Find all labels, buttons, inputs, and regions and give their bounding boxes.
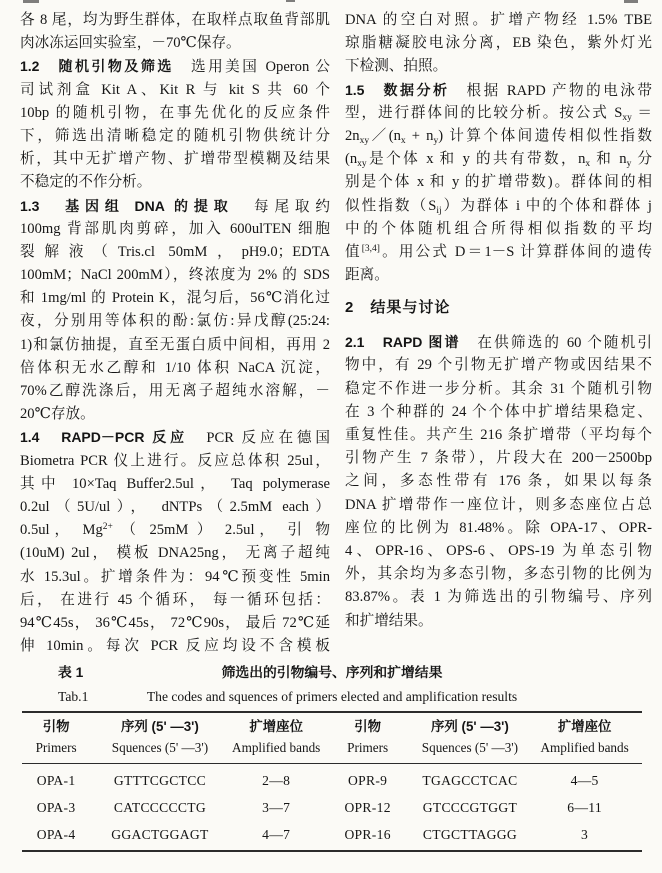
table-caption-zh	[22, 662, 642, 684]
text-line: 100mg 背部肌肉剪碎，加入 600ulTEN 细胞	[20, 220, 330, 237]
primer-sequence: GGACTGGAGT	[111, 827, 209, 842]
primer-sequence: GTTTCGCTCC	[113, 773, 206, 788]
section-heading-results: 2 结果与讨论	[345, 299, 451, 317]
text-line: 和扩增结果。	[345, 612, 433, 629]
text-line: 1.4 RAPD－PCR 反应 PCR 反应在德国	[20, 429, 330, 447]
text-line: 和 1mg/ml 的 Protein K，混匀后，56℃消化过	[20, 290, 330, 307]
text-line: 座位的比例为 81.48%。除 OPA-17、OPR-	[345, 519, 652, 536]
primer-sequence: CATCCCCCTG	[113, 800, 206, 815]
amplified-bands: 3—7	[262, 800, 291, 815]
text-line: 肉冰冻运回实验室，－70℃保存。	[20, 35, 241, 52]
table-1	[22, 662, 642, 852]
text-line: 重复性佳。共产生 216 条扩增带（平均每个	[345, 427, 652, 443]
primer-sequence: CTGCTTAGGG	[422, 827, 517, 842]
text-line: $2n_{xy}/(n_x + n_y)$ 计算个体间遗传相似性指数	[345, 127, 652, 146]
text-line: 2.1 RAPD 图谱 在供筛选的 60 个随机引	[345, 334, 652, 352]
table-label-zh: 表 1	[58, 665, 84, 680]
table-header-en	[22, 737, 642, 761]
column-header: Primers	[347, 740, 389, 755]
table-header-zh	[22, 713, 642, 737]
text-line: 在 3 个种群的 24 个个体中扩增结果稳定、	[345, 403, 652, 420]
text-line: 后， 在进行 45 个循环， 每一循环包括：	[20, 591, 330, 608]
text-line: 外，其余均为多态引物，多态引物的比例为	[345, 566, 652, 583]
column-header: Amplified bands	[232, 740, 321, 755]
text-line: 1.2 随机引物及筛选 选用美国 Operon 公	[20, 58, 330, 76]
text-line: 83.87%。表 1 为筛选出的引物编号、序列	[345, 589, 652, 606]
primer-code: OPR-12	[344, 800, 391, 815]
text-line: 10bp 的随机引物，在事先优化的反应条件	[20, 104, 330, 121]
text-line: DNA 扩增带作一座位计，则多态座位占总	[345, 496, 652, 513]
table-title-zh: 筛选出的引物编号、序列和扩增结果	[221, 665, 443, 680]
text-line: DNA 的空白对照。扩增产物经 1.5% TBE	[345, 12, 652, 28]
column-header: 扩增座位	[249, 719, 303, 734]
text-line: 型，进行群体间的比较分析。按公式 $S_{xy}$ ＝	[345, 104, 652, 123]
amplified-bands: 4—5	[570, 773, 599, 788]
scan-artifact	[286, 0, 295, 2]
text-line: 20℃存放。	[20, 406, 95, 423]
amplified-bands: 3	[581, 827, 589, 842]
column-header: 扩增座位	[557, 719, 612, 734]
amplified-bands: 6—11	[567, 800, 602, 815]
primer-code: OPR-16	[344, 827, 391, 842]
column-header: 序列 (5' —3')	[121, 719, 199, 734]
text-line: 100mM；NaCl 200mM），终浓度为 2% 的 SDS	[20, 267, 330, 284]
table-row	[22, 764, 642, 794]
text-line: 各 8 尾，均为野生群体，在取样点取鱼背部肌	[20, 12, 330, 28]
table-title-en: The codes and squences of primers elected and amplification results	[146, 689, 518, 704]
text-line: 94℃45s， 36℃45s， 72℃90s， 最后 72℃延	[20, 614, 330, 631]
text-line: 4、OPR-16、OPS-6、OPS-19 为单态引物	[345, 542, 652, 559]
text-line: 距离。	[345, 267, 389, 284]
text-line: 之间，多态性带有 176 条，如果以每条	[345, 473, 652, 490]
text-line: (10uM) 2ul， 模板 DNA25ng， 无离子超纯	[20, 545, 330, 562]
body-text	[20, 9, 652, 658]
column-header: Amplified bands	[540, 740, 629, 755]
text-line: Biometra PCR 仪上进行。反应总体积 25ul，	[20, 452, 330, 469]
amplified-bands: 2—8	[262, 773, 291, 788]
text-line: 裂解液（Tris.cl 50mM，pH9.0；EDTA	[20, 243, 330, 260]
text-line: 0.2ul（5U/ul）， dNTPs（2.5mM each）	[20, 498, 330, 515]
text-line: 值[3,4]。用公式 D＝1－S 计算群体间的遗传	[345, 243, 652, 260]
primer-code: OPA-4	[36, 827, 76, 842]
column-header: 引物	[42, 719, 70, 734]
table-row	[22, 821, 642, 848]
text-line: 1)和氯仿抽提，直至无蛋白质中间相，再用 2	[20, 336, 330, 353]
text-line: 伸 10min。每次 PCR 反应均设不含模板	[20, 638, 330, 655]
text-line: 琼脂糖凝胶电泳分离，EB 染色，紫外灯光	[345, 35, 652, 52]
text-line: 物中，有 29 个引物无扩增产物或因结果不	[345, 357, 652, 374]
left-column	[20, 9, 330, 658]
text-line: 不稳定的不作分析。	[20, 174, 152, 191]
primer-code: OPA-3	[36, 800, 76, 815]
primer-code: OPR-9	[347, 773, 388, 788]
text-line: 夜，分别用等体积的酚:氯仿:异戊醇(25:24:	[20, 313, 330, 330]
column-header: Primers	[35, 740, 77, 755]
column-header: 序列 (5' —3')	[431, 719, 509, 734]
text-line: 下检测、拍照。	[345, 58, 448, 75]
table-label-en: Tab.1	[58, 689, 89, 704]
table-caption-en	[22, 684, 642, 709]
primer-sequence: TGAGCCTCAC	[422, 773, 518, 788]
scan-artifact	[624, 0, 638, 3]
text-line: 1.5 数据分析 根据 RAPD 产物的电泳带	[345, 81, 652, 99]
text-line: 析，其中无扩增产物、扩增带型模糊及结果	[20, 151, 330, 168]
text-line: 倍体积无水乙醇和 1/10 体积 NaCA 沉淀，	[20, 359, 330, 376]
text-line: 下，筛选出清晰稳定的随机引物供统计分	[20, 127, 330, 144]
scan-artifact	[23, 0, 39, 3]
right-column	[345, 9, 652, 658]
primer-code: OPA-1	[36, 773, 76, 788]
text-line: ($n_{xy}$是个体 x 和 y 的共有带数，$n_x$ 和 $n_y$ 分	[345, 151, 652, 170]
text-line: 引物产生 7 条带），片段大在 200－2500bp	[345, 450, 652, 467]
text-line: 70%乙醇洗涤后，用无离子超纯水溶解，－	[20, 383, 330, 399]
text-line: 别是个体 x 和 y 的扩增带数)。群体间的相	[345, 174, 652, 191]
column-header: 引物	[354, 719, 382, 734]
column-header: Squences (5' —3')	[111, 740, 209, 755]
text-line: 中的个体随机组合所得相似指数的平均	[345, 220, 652, 237]
column-header: Squences (5' —3')	[421, 740, 519, 755]
amplified-bands: 4—7	[262, 827, 291, 842]
table-row	[22, 794, 642, 821]
text-line: 其中 10×Taq Buffer2.5ul， Taq polymerase	[20, 475, 330, 492]
text-line: 0.5ul， $Mg^{2+}$ （ 25mM ） 2.5ul， 引 物	[20, 522, 330, 539]
text-line: 稳定不作进一步分析。其余 31 个随机引物	[345, 380, 652, 397]
primer-sequence: GTCCCGTGGT	[422, 800, 518, 815]
text-line: 水 15.3ul。扩增条件为：94℃预变性 5min	[20, 568, 330, 585]
text-line: 1.3 基因组 DNA 的提取 每尾取约	[20, 197, 330, 215]
table-bottom-rule	[22, 850, 642, 852]
text-line: 似性指数$(S_{ij})$为群体 i 中的个体和群体 j	[345, 197, 652, 216]
text-line: 司试剂盒 Kit A、Kit R 与 kit S 共 60 个	[20, 81, 330, 98]
